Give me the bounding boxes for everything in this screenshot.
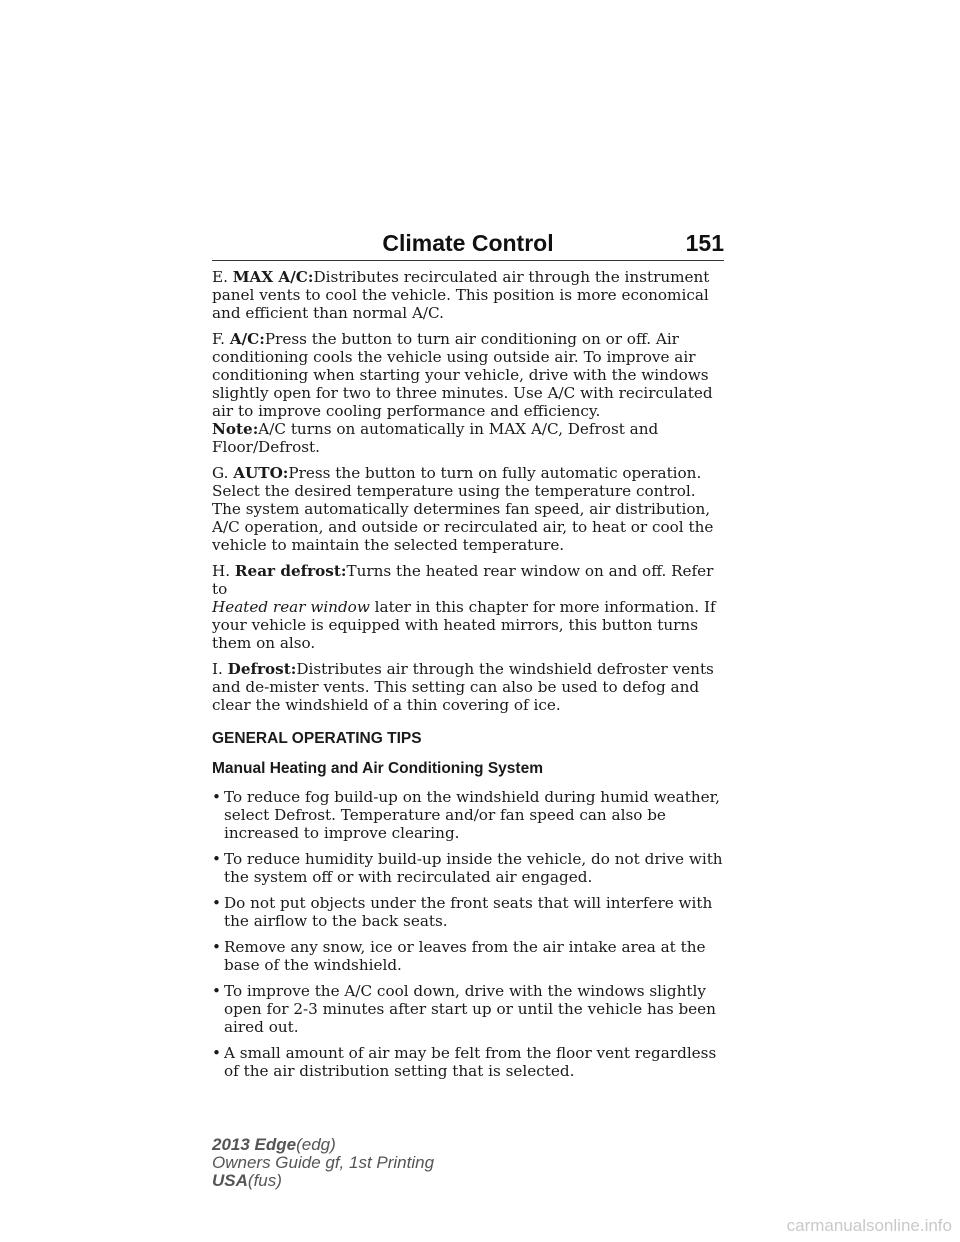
- site-watermark: carmanualsonline.info: [786, 1216, 952, 1235]
- item-letter: F.: [212, 330, 225, 348]
- footer-line-market: [212, 1172, 434, 1190]
- page-body: [212, 268, 724, 1088]
- list-item: [212, 788, 724, 842]
- item-term: Defrost:: [227, 660, 297, 678]
- item-letter: G.: [212, 464, 229, 482]
- list-item: [212, 1044, 724, 1080]
- subsection-heading: Manual Heating and Air Conditioning System: [212, 760, 543, 777]
- item-term: AUTO:: [233, 464, 289, 482]
- bullet-icon: •: [212, 850, 221, 868]
- paragraph-g: [212, 464, 724, 554]
- footer-market-code: (fus): [247, 1171, 282, 1190]
- footer-line-edition: Owners Guide gf, 1st Printing: [212, 1153, 435, 1172]
- paragraph-f-note: [212, 420, 724, 456]
- note-label: Note:: [212, 420, 259, 438]
- list-item: [212, 894, 724, 930]
- item-term: Rear defrost:: [234, 562, 347, 580]
- list-item: [212, 850, 724, 886]
- chapter-title: Climate Control: [382, 230, 554, 256]
- item-text-continued: later in this chapter for more information. If your vehicle is equipped with heated mirrors, this button turns them on also.: [212, 598, 716, 652]
- cross-reference: Heated rear window: [212, 598, 370, 616]
- footer-model: 2013 Edge: [212, 1135, 297, 1154]
- item-text: Turns the heated rear window on and off. Refer to: [212, 562, 714, 598]
- list-item-text: To improve the A/C cool down, drive with the windows slightly open for 2-3 minutes after start up or until the vehicle has been aired out.: [224, 982, 716, 1036]
- list-item: [212, 982, 724, 1036]
- item-text: Distributes recirculated air through the instrument panel vents to cool the vehicle. This position is more economical and efficient than normal A/C.: [212, 268, 710, 322]
- item-term: MAX A/C:: [232, 268, 314, 286]
- bullet-icon: •: [212, 1044, 221, 1062]
- section-heading: GENERAL OPERATING TIPS: [212, 730, 422, 747]
- list-item-text: A small amount of air may be felt from the floor vent regardless of the air distribution setting that is selected.: [224, 1044, 717, 1080]
- bullet-icon: •: [212, 788, 221, 806]
- footer-model-code: (edg): [296, 1135, 336, 1154]
- page-header: [212, 228, 724, 262]
- bullet-icon: •: [212, 894, 221, 912]
- note-text: A/C turns on automatically in MAX A/C, Defrost and Floor/Defrost.: [212, 420, 659, 456]
- bullet-icon: •: [212, 938, 221, 956]
- item-term: A/C:: [229, 330, 265, 348]
- footer-line-model: [212, 1136, 434, 1154]
- paragraph-e: [212, 268, 724, 322]
- item-letter: I.: [212, 660, 223, 678]
- paragraph-f: [212, 330, 724, 420]
- list-item-text: To reduce humidity build-up inside the vehicle, do not drive with the system off or with recirculated air engaged.: [224, 850, 723, 886]
- item-text: Press the button to turn air conditioning on or off. Air conditioning cools the vehicle using outside air. To improve air conditioning when starting your vehicle, drive with the windows slightly open for two to three minutes. Use A/C with recirculated air to improve cooling performance and efficiency.: [212, 330, 713, 420]
- header-divider: [212, 260, 724, 261]
- item-letter: E.: [212, 268, 228, 286]
- footer-market: USA: [212, 1171, 248, 1190]
- list-item-text: Do not put objects under the front seats that will interfere with the airflow to the back seats.: [224, 894, 713, 930]
- item-letter: H.: [212, 562, 231, 580]
- item-text: Distributes air through the windshield defroster vents and de-mister vents. This setting can also be used to defog and clear the windshield of a thin covering of ice.: [212, 660, 714, 714]
- paragraph-i: [212, 660, 724, 714]
- list-item: [212, 938, 724, 974]
- paragraph-h: [212, 562, 724, 652]
- item-text: Press the button to turn on fully automatic operation. Select the desired temperature using the temperature control. The system automatically determines fan speed, air distribution, A/C operation, and outside or recirculated air, to heat or cool the vehicle to maintain the selected temperature.: [212, 464, 714, 554]
- page-number: 151: [685, 230, 724, 256]
- document-footer: [212, 1136, 434, 1190]
- tips-list: [212, 788, 724, 1080]
- list-item-text: To reduce fog build-up on the windshield during humid weather, select Defrost. Temperature and/or fan speed can also be increased to improve clearing.: [224, 788, 721, 842]
- bullet-icon: •: [212, 982, 221, 1000]
- list-item-text: Remove any snow, ice or leaves from the air intake area at the base of the windshield.: [224, 938, 706, 974]
